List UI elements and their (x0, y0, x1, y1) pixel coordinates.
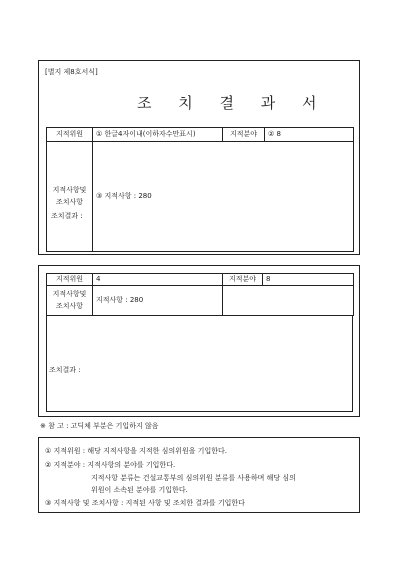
form-table-1 (46, 127, 354, 252)
issue-action-label-line2: 조치사항 (55, 197, 84, 206)
field-value: 8 (263, 274, 354, 286)
issue-action-label (47, 142, 93, 252)
form-panel-2 (38, 265, 360, 417)
form-panel-1 (38, 60, 360, 255)
committee-member-value: 4 (93, 274, 223, 286)
form-number-label: [별지 제8호서식] (45, 68, 98, 76)
instruction-field-detail-1: 지적사항 분류는 건설교통부의 심의위원 분류를 사용하며 해당 심의 (91, 474, 296, 482)
instruction-field: ② 지적분야 : 지적사항의 분야를 기입한다. (45, 461, 176, 469)
reference-note: ※ 참 고 : 고딕체 부분은 기입하지 않음 (40, 422, 159, 430)
issue-action-cell (93, 286, 223, 316)
issue-action-cell-blank (223, 286, 354, 316)
instructions-panel (38, 437, 360, 513)
instruction-field-detail-2: 위원이 소속된 분야를 기입한다. (91, 486, 188, 494)
issue-action-label-line1: 지적사항및 (52, 289, 87, 298)
result-area-frame (46, 316, 353, 412)
issue-action-label-line1: 지적사항및 (52, 185, 87, 194)
instruction-committee-member: ① 지적위원 : 해당 지적사항을 지적한 심의위원을 기입한다. (45, 447, 227, 455)
field-label: 지적분야 (223, 128, 265, 142)
issue-text: 지적사항 : 280 (96, 296, 144, 305)
committee-member-value: ① 한글4자이내(이하자수만표시) (93, 128, 223, 142)
form-table-2 (46, 273, 354, 316)
committee-member-label: 지적위원 (47, 274, 93, 286)
action-result-label: 조치결과 : (51, 212, 83, 220)
document-title: 조 치 결 과 서 (137, 94, 328, 112)
field-value: ② 8 (265, 128, 354, 142)
issue-action-cell (93, 142, 354, 252)
action-result-label: 조치결과 : (49, 366, 81, 374)
field-label: 지적분야 (223, 274, 263, 286)
instruction-issue-action: ③ 지적사항 및 조치사항 : 지적된 사항 및 조치한 결과를 기입한다 (45, 499, 245, 507)
committee-member-label: 지적위원 (47, 128, 93, 142)
issue-action-label-line2: 조치사항 (55, 301, 84, 310)
issue-action-label (47, 286, 93, 316)
issue-text: ③ 지적사항 : 280 (96, 192, 152, 201)
